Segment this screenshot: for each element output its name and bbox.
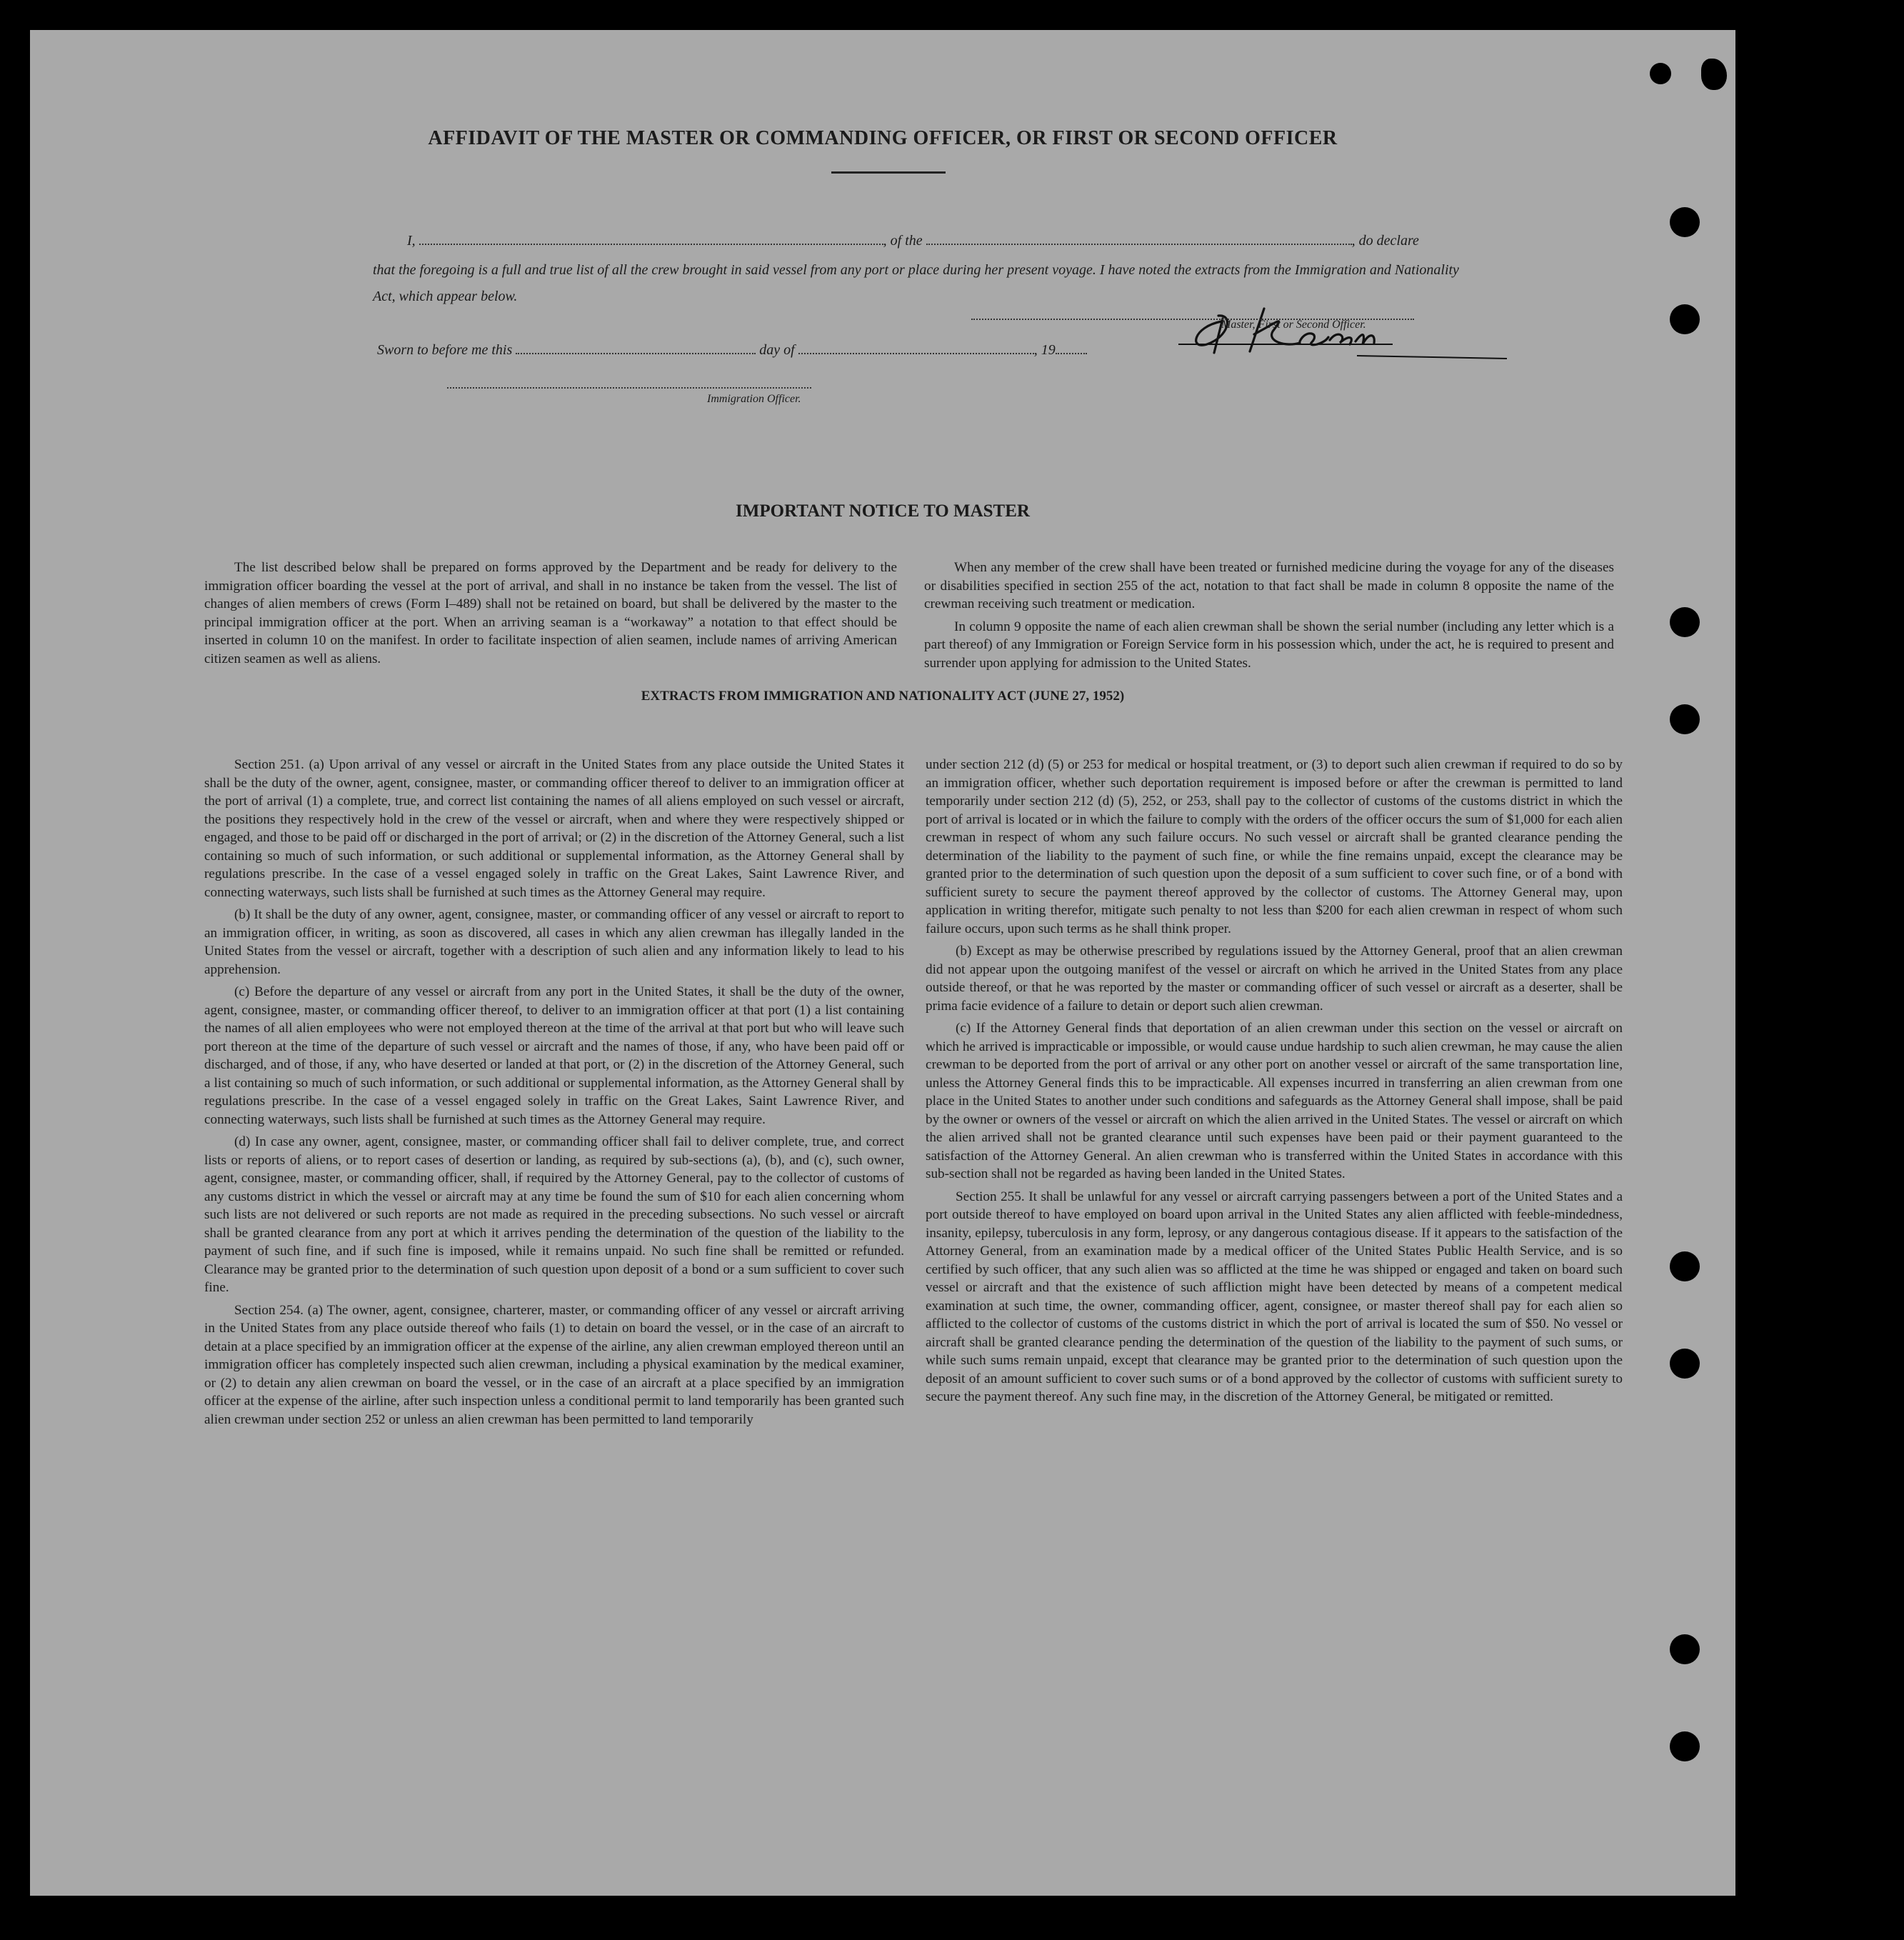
title-divider (831, 171, 946, 174)
notice-right-column (924, 559, 1614, 676)
year-label: , 19 (1033, 342, 1056, 358)
act-paragraph: Section 254. (a) The owner, agent, consignee, charterer, master, or commanding officer of any vessel or aircraft arriving in the United States from any place outside thereof who fails (1) to detain on board the vessel, or in the case of an aircraft to detain at a place specified by an immigration officer at the expense of the airline, any alien crewman employed thereon until an immigration officer has completely inspected such alien crewman, including a physical examination by the medical examiner, or (2) to detain any alien crewman on board the vessel, or in the case of an aircraft at a place specified by an immigration officer at the expense of the airline, after such inspection unless a conditional permit to land temporarily has been granted such alien crewman under section 252 or unless an alien crewman has been permitted to land temporarily (204, 1302, 904, 1427)
extracts-left-column (204, 756, 904, 1433)
extracts-right-column (926, 756, 1623, 1411)
binder-hole (1670, 1349, 1700, 1379)
affidavit-title: AFFIDAVIT OF THE MASTER OR COMMANDING OFFICER, OR FIRST OR SECOND OFFICER (428, 127, 1338, 149)
immigration-officer-signature-line[interactable] (447, 387, 811, 389)
of-the-label: , of the (883, 233, 923, 249)
act-paragraph: Section 255. It shall be unlawful for any vessel or aircraft carrying passengers between a port of the United States and a port outside thereof to have employed on board upon arrival in the United States any alien afflicted with feeble-mindedness, insanity, epilepsy, tuberculosis in any form, leprosy, or any dangerous contagious disease. If it appears to the satisfaction of the Attorney General, from an examination made by a medical officer of the United States Public Health Service, and is so certified by such officer, that any such alien was so afflicted at the time he was shipped or engaged and taken on board such vessel or aircraft and that the existence of such affliction might have been detected by means of a competent medical examination at such time, the owner, commanding officer, agent, consignee, or master thereof shall pay for each alien so afflicted to the collector of customs of the customs district in which the port of arrival is located the sum of $50. No vessel or aircraft shall be granted clearance pending the determination of the question of the liability to the payment of such sums, or while such sums remain unpaid, except that clearance may be granted prior to the determination of such question upon the deposit of an amount sufficient to cover such sums or of a bond approved by the collector of customs with sufficient surety to secure the payment thereof. Any such fine may, in the discretion of the Attorney General, be mitigated or remitted. (926, 1189, 1623, 1404)
document-page (30, 30, 1735, 1896)
act-paragraph: Section 251. (a) Upon arrival of any vessel or aircraft in the United States from any place outside the United States it shall be the duty of the owner, agent, consignee, master, or commanding officer thereof to deliver to an immigration officer at the port of arrival (1) a complete, true, and correct list containing the names of all aliens employed on such vessel or aircraft, the positions they respectively hold in the crew of the vessel or aircraft, when and where they were respectively shipped or engaged, and those to be paid off or discharged in the port of arrival; or (2) in the discretion of the Attorney General, such a list containing so much of such information, or such additional or supplemental information, as the Attorney General shall by regulations prescribe. In the case of a vessel engaged solely in traffic on the Great Lakes, Saint Lawrence River, and connecting waterways, such lists shall be furnished at such times as the Attorney General may require. (204, 757, 904, 900)
binder-hole (1670, 607, 1700, 637)
day-of-label: day of (759, 342, 795, 358)
i-label: I, (407, 233, 416, 249)
notice-paragraph: The list described below shall be prepared on forms approved by the Department and be ready for delivery to the immigration officer boarding the vessel at the port of arrival, and shall in no instance be taken from the vessel. The list of changes of alien members of crews (Form I–489) shall not be retained on board, but shall be delivered by the master to the principal immigration officer at the port. When an arriving seaman is a “workaway” a notation to that effect should be inserted in column 10 on the manifest. In order to facilitate inspection of alien seamen, include names of arriving American citizen seamen as well as aliens. (204, 560, 897, 666)
act-paragraph: (c) If the Attorney General finds that deportation of an alien crewman under this section on the vessel or aircraft on which he arrived is impracticable or impossible, or would cause undue hardship to such alien crewman, he may cause the alien crewman to be deported from the port of arrival or any other port on another vessel or aircraft of the same transportation line, unless the Attorney General finds this to be impracticable. All expenses incurred in transferring an alien crewman from one place in the United States to another under such conditions and safeguards as the Attorney General shall impose, shall be paid by the owner or owners of the vessel or aircraft on which the alien arrived in the United States. The vessel or aircraft on which the alien arrived shall not be granted clearance until such expenses have been paid or their payment guaranteed to the satisfaction of the Attorney General. An alien crewman who is transferred within the United States in accordance with this sub-section shall not be regarded as having been landed in the United States. (926, 1021, 1623, 1181)
notice-title: IMPORTANT NOTICE TO MASTER (736, 501, 1030, 521)
binder-hole (1670, 304, 1700, 334)
binder-hole (1670, 704, 1700, 734)
do-declare-label: , do declare (1351, 233, 1419, 249)
declaration-text: that the foregoing is a full and true list of all the crew brought in said vessel from any port or place during her present voyage. I have noted the extracts from the Immigration and Nationality Act, which appear below. (373, 262, 1459, 304)
sworn-label: Sworn to before me this (377, 342, 513, 358)
notice-paragraph: When any member of the crew shall have been treated or furnished medicine during the voyage for any of the diseases or disabilities specified in section 255 of the act, notation to that fact shall be made in column 8 opposite the name of the crewman receiving such treatment or medication. (924, 560, 1614, 611)
notice-left-column (204, 559, 897, 672)
sworn-line (377, 341, 1087, 359)
act-paragraph: (b) It shall be the duty of any owner, agent, consignee, master, or commanding officer of any vessel or aircraft to report to an immigration officer, in writing, as soon as discovered, all cases in which any alien crewman has illegally landed in the United States from the vessel or aircraft, together with a description of such alien and any information likely to lead to his apprehension. (204, 907, 904, 977)
master-signature (1178, 300, 1507, 364)
binder-hole-torn (1701, 59, 1727, 90)
month-field[interactable] (798, 341, 1034, 354)
notice-paragraph: In column 9 opposite the name of each alien crewman shall be shown the serial number (including any letter which is a part thereof) of any Immigration or Foreign Service form in his possession which, under the act, he is required to present and surrender upon applying for admission to the United States. (924, 619, 1614, 671)
binder-hole (1670, 1251, 1700, 1281)
vessel-field[interactable] (926, 232, 1352, 245)
extracts-title: EXTRACTS FROM IMMIGRATION AND NATIONALITY ACT (JUNE 27, 1952) (641, 689, 1125, 704)
day-field[interactable] (516, 341, 756, 354)
signature-role-label: Master, First or Second Officer. (1221, 319, 1366, 331)
year-field[interactable] (1056, 341, 1087, 354)
binder-hole (1670, 207, 1700, 237)
act-paragraph: (d) In case any owner, agent, consignee, master, or commanding officer shall fail to deliver complete, true, and correct lists or reports of aliens, or to report cases of desertion or landing, as required by sub-sections (a), (b), and (c), such owner, agent, consignee, master, or commanding officer, shall, if required by the Attorney General, pay to the collector of customs of any customs district in which the vessel or aircraft may at any time be found the sum of $10 for each alien concerning whom such lists are not delivered or such reports are not made as required in the preceding subsections. No such vessel or aircraft shall be granted clearance from any port at which it arrives pending the determination of the question of the liability to the payment of such fine, and if such fine is imposed, while it remains unpaid. No such fine shall be remitted or refunded. Clearance may be granted prior to the determination of such question upon deposit of a bond or a sum sufficient to cover such fine. (204, 1134, 904, 1295)
binder-hole-torn (1650, 63, 1671, 84)
binder-hole (1670, 1634, 1700, 1664)
declaration-line (407, 227, 1464, 254)
act-paragraph: under section 212 (d) (5) or 253 for medical or hospital treatment, or (3) to deport such alien crewman if required to do so by an immigration officer, whether such deportation requirement is imposed before or after the crewman is permitted to land temporarily under section 212 (d) (5), 252, or 253, shall pay to the collector of customs of the customs district in which the port of arrival is located or in which the failure to comply with the orders of the officer occurs the sum of $1,000 for each alien crewman in respect of whom any such failure occurs. No such vessel or aircraft shall be granted clearance pending the determination of the liability to the payment of such fine, or while the fine remains unpaid, except the clearance may be granted prior to the determination of such question upon the deposit of a sum sufficient to cover such fine, or of a bond with sufficient surety to secure the payment thereof approved by the collector of customs. The Attorney General may, upon application in writing therefor, mitigate such penalty to not less than $200 for each alien crewman in respect of whom such failure occurs, upon such terms as he shall think proper. (926, 757, 1623, 936)
act-paragraph: (b) Except as may be otherwise prescribed by regulations issued by the Attorney General, proof that an alien crewman did not appear upon the outgoing manifest of the vessel or aircraft on which he arrived in the United States from any place outside thereof, or that he was reported by the master or commanding officer of such vessel or aircraft as a deserter, shall be prima facie evidence of a failure to detain or deport such alien crewman. (926, 944, 1623, 1014)
immigration-officer-label: Immigration Officer. (707, 393, 801, 405)
act-paragraph: (c) Before the departure of any vessel or aircraft from any port in the United States, it shall be the duty of the owner, agent, consignee, master, or commanding officer thereof, to deliver to an immigration officer at that port (1) a list containing the names of all alien employees who were not employed thereon at the time of the arrival at that port but who will leave such port thereon at the time of the departure of such vessel or aircraft and the names of those, if any, who have been paid off or discharged, and of those, if any, who have deserted or landed at that port, or (2) in the discretion of the Attorney General, such a list containing so much of such information, or such additional or supplemental information, as the Attorney General shall by regulations prescribe. In the case of a vessel engaged solely in traffic on the Great Lakes, Saint Lawrence River, and connecting waterways, such lists shall be furnished at such times as the Attorney General may require. (204, 984, 904, 1127)
binder-hole (1670, 1731, 1700, 1761)
name-field[interactable] (419, 232, 883, 245)
